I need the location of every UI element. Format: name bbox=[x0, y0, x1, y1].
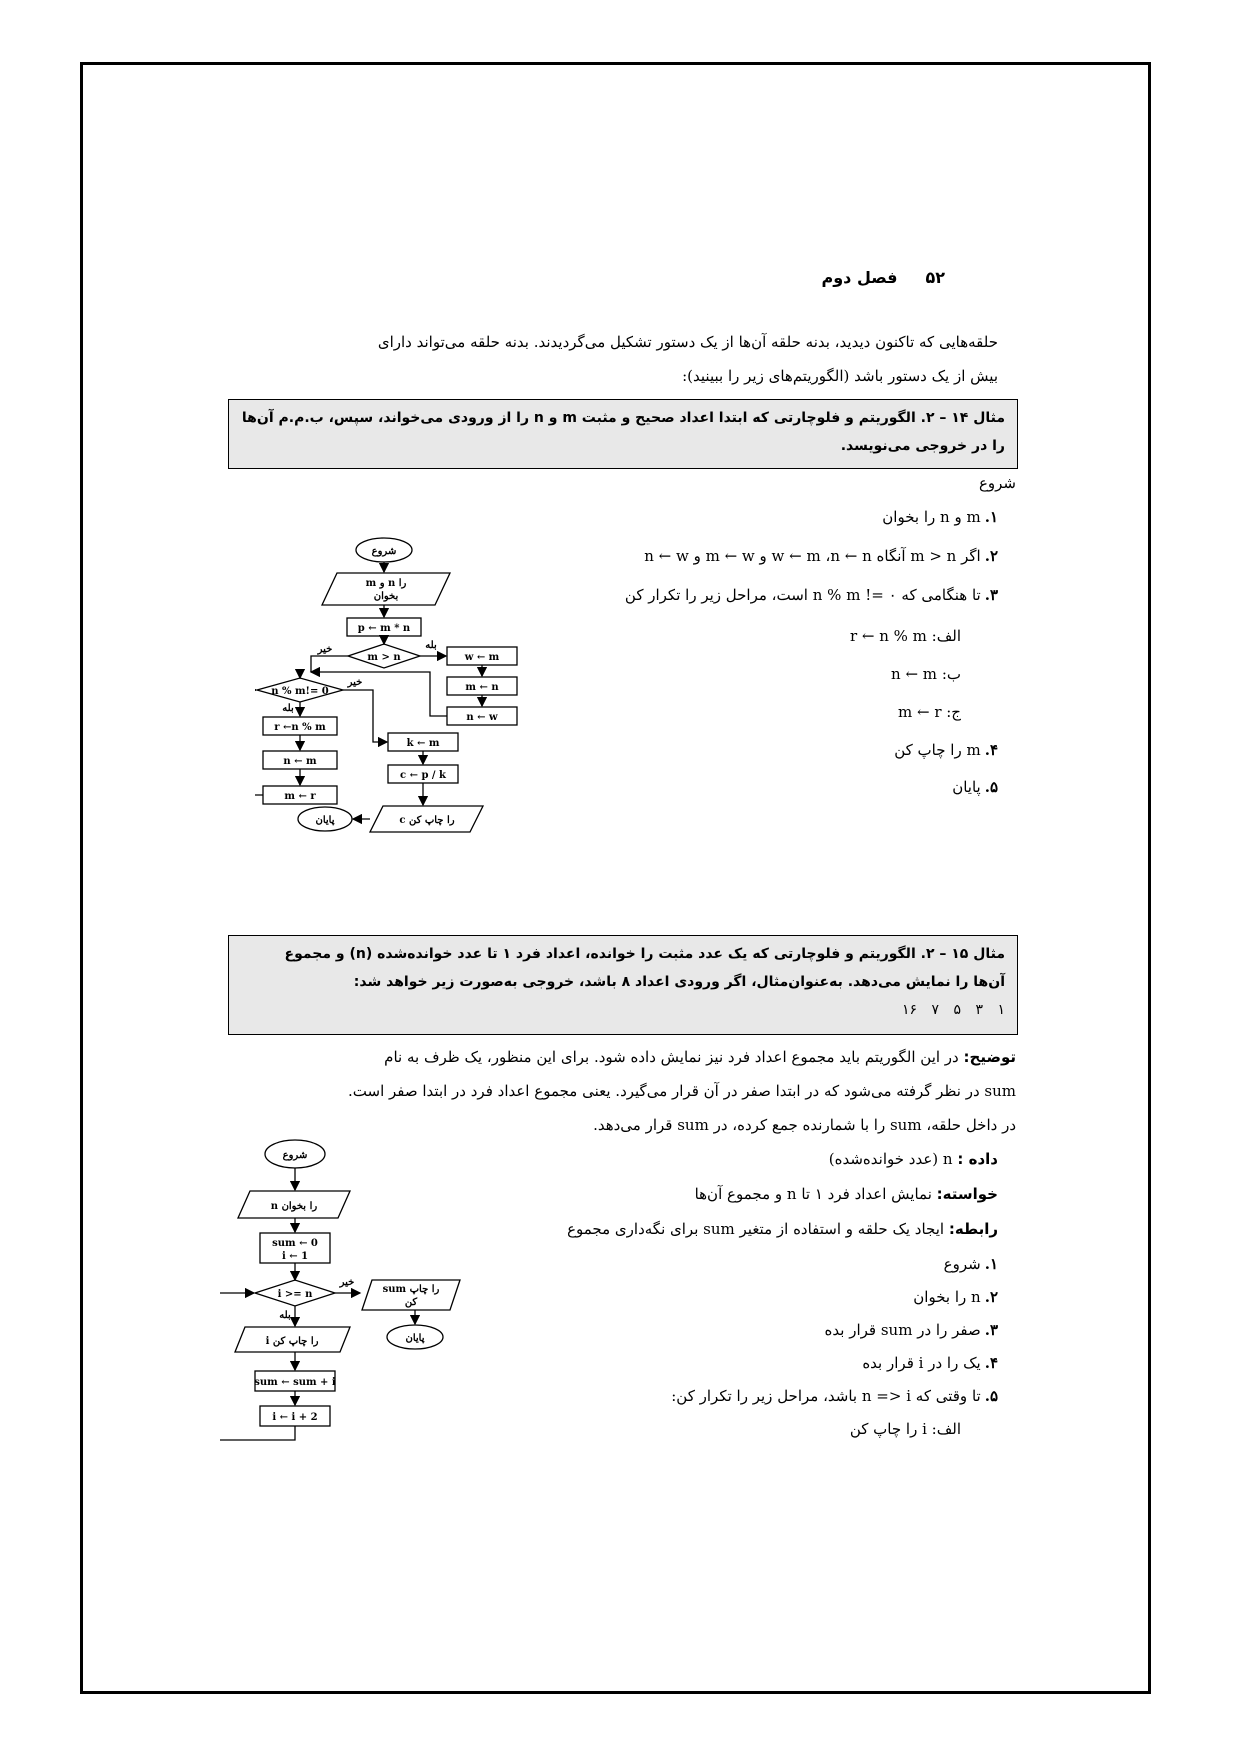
no-label: خیر bbox=[317, 644, 333, 655]
start-label: شروع bbox=[371, 546, 397, 557]
process-label: n ← m bbox=[283, 756, 317, 767]
explanation-line: sum در نظر گرفته می‌شود که در ابتدا صفر در آن قرار می‌گیرد. یعنی مجموع اعداد فرد در ابتدا صفر است. bbox=[348, 1082, 1016, 1100]
algorithm-step: ۳.صفر را در sum قرار بده bbox=[824, 1321, 998, 1339]
algorithm-substep: ج: m ← r bbox=[897, 703, 961, 721]
output-label: i را چاپ کن bbox=[265, 1336, 319, 1347]
process-label: k ← m bbox=[406, 738, 440, 749]
algorithm-step: ۲.اگر m > n آنگاه w ← m ،n ← n و m ← w و n ← w bbox=[644, 547, 998, 565]
intro-line: حلقه‌هایی که تاکنون دیدید، بدنه حلقه آن‌ها از یک دستور تشکیل می‌گردیدند. بدنه حلقه می‌تواند دارای bbox=[377, 333, 998, 351]
decision-label: i >= n bbox=[277, 1289, 313, 1300]
no-label: خیر bbox=[347, 677, 363, 688]
algorithm-step: ۴.m را چاپ کن bbox=[894, 741, 998, 759]
decision-label: m > n bbox=[367, 652, 401, 663]
yes-label: بله bbox=[279, 1310, 291, 1321]
process-label: m ← r bbox=[284, 791, 316, 802]
explanation-paragraph: توضیح: در این الگوریتم باید مجموع اعداد فرد نیز نمایش داده شود. برای این منظور، یک ظرف به نام sum در نظر گرفته می‌شود که در ابتدا صفر در آن قرار می‌گیرد. یعنی مجموع اعداد فرد در ابتدا صفر است. در داخل حلقه، sum را با شمارنده جمع کرده، در sum قرار می‌دهد. bbox=[226, 1040, 1016, 1142]
page-number: ۵۲ bbox=[925, 268, 945, 287]
algorithm-start: شروع bbox=[978, 474, 1016, 492]
page-header bbox=[793, 268, 945, 287]
algorithm-step: ۴.یک را در i قرار بده bbox=[862, 1354, 998, 1372]
explanation-line: در داخل حلقه، sum را با شمارنده جمع کرده، در sum قرار می‌دهد. bbox=[593, 1116, 1016, 1134]
relation-line: رابطه: ایجاد یک حلقه و استفاده از متغیر sum برای نگه‌داری مجموع bbox=[567, 1220, 998, 1238]
process-label: r ←n % m bbox=[274, 722, 326, 733]
input-label: m و n را bbox=[365, 578, 407, 589]
given-line: داده : n (عدد خوانده‌شده) bbox=[828, 1150, 998, 1168]
end-label: پایان bbox=[405, 1333, 425, 1344]
example-14-title-line: مثال ۱۴ – ۲. الگوریتم و فلوچارتی که ابتدا اعداد صحیح و مثبت m و n را از ورودی می‌خواند، سپس، ب.م.م آن‌ها bbox=[241, 410, 1005, 426]
process-label: sum ← 0 bbox=[272, 1238, 318, 1249]
no-label: خیر bbox=[339, 1277, 355, 1288]
decision-label: n % m!= 0 bbox=[271, 686, 329, 697]
process-label: m ← n bbox=[465, 682, 499, 693]
algorithm-step: ۵.پایان bbox=[952, 778, 998, 796]
algorithm-step: ۵.تا وقتی که n => i باشد، مراحل زیر را تکرار کن: bbox=[671, 1387, 998, 1405]
process-label: w ← m bbox=[464, 652, 500, 663]
algorithm-substep: الف: r ← n % m bbox=[849, 627, 961, 645]
output-label: کن bbox=[404, 1297, 418, 1308]
input-label: بخوان bbox=[373, 591, 399, 602]
process-label: sum ← sum + i bbox=[254, 1377, 336, 1388]
algorithm-substep: ب: n ← m bbox=[891, 665, 961, 683]
output-label: sum را چاپ bbox=[382, 1284, 440, 1295]
example-15-title-box bbox=[228, 935, 1018, 1035]
end-label: پایان bbox=[315, 815, 335, 826]
process-label: c ← p / k bbox=[400, 770, 446, 781]
process-label: p ← m * n bbox=[357, 623, 411, 634]
example-14-title-line: را در خروجی می‌نویسد. bbox=[840, 438, 1005, 454]
algorithm-step: ۳.تا هنگامی که ۰ =! n % m است، مراحل زیر را تکرار کن bbox=[624, 586, 998, 604]
wanted-line: خواسته: نمایش اعداد فرد ۱ تا n و مجموع آن‌ها bbox=[694, 1185, 998, 1203]
process-label: i ← i + 2 bbox=[272, 1412, 318, 1423]
example-15-title-line: مثال ۱۵ – ۲. الگوریتم و فلوچارتی که یک عدد مثبت را خوانده، اعداد فرد ۱ تا عدد خوانده‌شده (n) و مجموع bbox=[284, 946, 1005, 962]
algorithm-step: ۲.n را بخوان bbox=[913, 1288, 998, 1306]
algorithm-step: ۱.m و n را بخوان bbox=[882, 508, 998, 526]
intro-paragraph bbox=[228, 325, 998, 393]
example-15-title-line: آن‌ها را نمایش می‌دهد. به‌عنوان‌مثال، اگر ورودی اعداد ۸ باشد، خروجی به‌صورت زیر خواهد شد: bbox=[353, 974, 1005, 990]
gcd-flowchart bbox=[255, 530, 545, 905]
process-label: n ← w bbox=[466, 712, 498, 723]
process-label: i ← 1 bbox=[281, 1251, 309, 1262]
yes-label: بله bbox=[282, 703, 294, 714]
algorithm-step: ۱.شروع bbox=[943, 1255, 998, 1273]
explanation-label: توضیح: bbox=[963, 1048, 1016, 1066]
example-15-output: ۱ ۳ ۵ ۷ ۱۶ bbox=[902, 1002, 1005, 1018]
chapter-title: فصل دوم bbox=[821, 268, 898, 287]
input-label: n را بخوان bbox=[270, 1201, 318, 1212]
intro-line: بیش از یک دستور باشد (الگوریتم‌های زیر را ببینید): bbox=[682, 367, 998, 385]
example-14-title-box bbox=[228, 399, 1018, 469]
start-label: شروع bbox=[282, 1150, 308, 1161]
output-label: c را چاپ کن bbox=[399, 815, 455, 826]
algorithm-substep: الف: i را چاپ کن bbox=[849, 1420, 961, 1438]
odd-sum-flowchart bbox=[220, 1130, 480, 1470]
yes-label: بله bbox=[425, 640, 437, 651]
